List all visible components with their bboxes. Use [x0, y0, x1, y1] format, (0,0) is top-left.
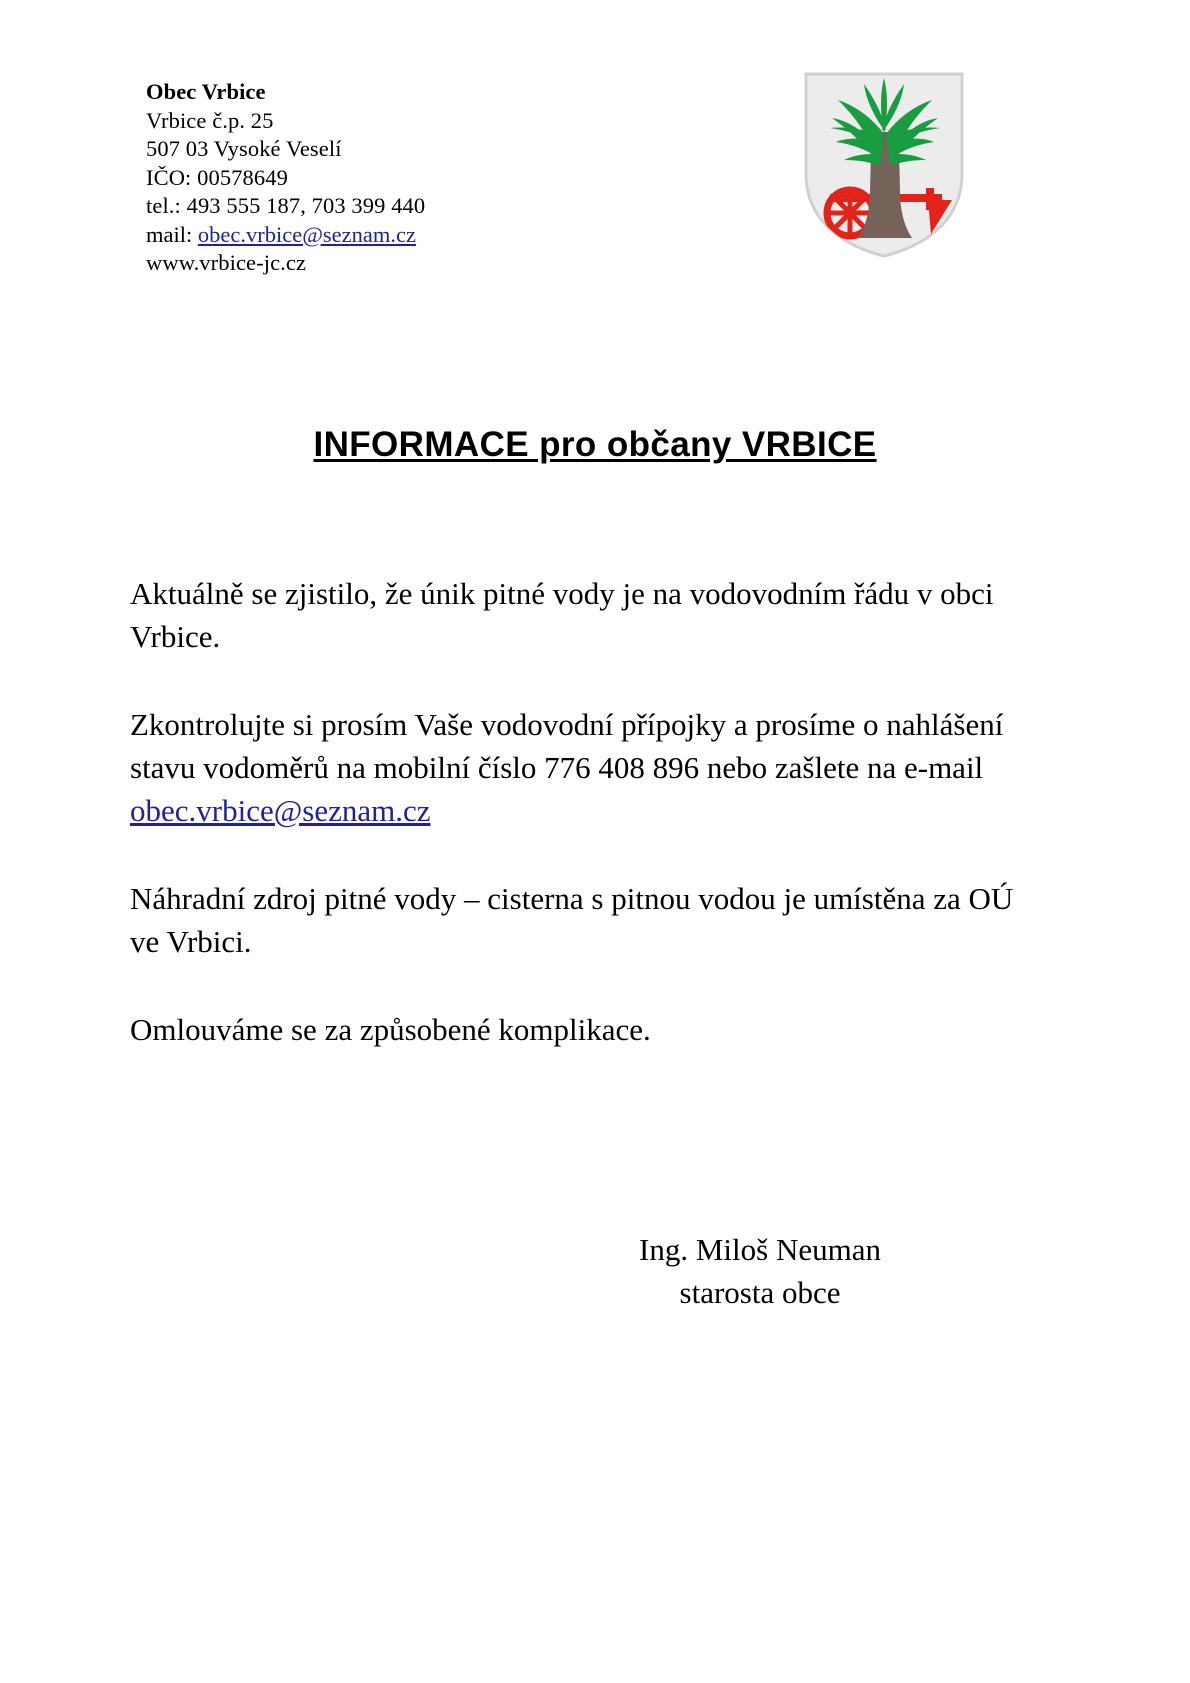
signatory-name: Ing. Miloš Neuman — [639, 1232, 881, 1267]
paragraph-check-connections — [130, 703, 1050, 832]
paragraph-check-connections-text: Zkontrolujte si prosím Vaše vodovodní přípojky a prosíme o nahlášení stavu vodoměrů na mobilní číslo 776 408 896 nebo zašlete na e-mail — [130, 707, 1004, 785]
body-email-link[interactable]: obec.vrbice@seznam.cz — [130, 793, 431, 828]
page-title: INFORMACE pro občany VRBICE — [313, 425, 877, 464]
organization-name: Obec Vrbice — [146, 79, 266, 104]
paragraph-water-cistern: Náhradní zdroj pitné vody – cisterna s pitnou vodou je umístěna za OÚ ve Vrbici. — [130, 881, 1014, 959]
email-label: mail: — [146, 221, 198, 247]
address-street: Vrbice č.p. 25 — [146, 107, 274, 133]
email-row — [146, 221, 666, 250]
letterhead-block — [146, 78, 666, 278]
coat-of-arms-icon — [800, 70, 968, 260]
ico-number: IČO: 00578649 — [146, 164, 288, 190]
paragraph-apology: Omlouváme se za způsobené komplikace. — [130, 1012, 651, 1047]
address-city: 507 03 Vysoké Veselí — [146, 136, 342, 161]
document-body — [130, 572, 1050, 1051]
telephone-numbers: tel.: 493 555 187, 703 399 440 — [146, 193, 426, 218]
website-address: www.vrbice-jc.cz — [146, 250, 307, 275]
paragraph-leak-notice: Aktuálně se zjistilo, že únik pitné vody je na vodovodním řádu v obci Vrbice. — [130, 576, 994, 654]
email-link[interactable]: obec.vrbice@seznam.cz — [197, 221, 416, 247]
signatory-role: starosta obce — [679, 1275, 841, 1310]
signature-block — [560, 1228, 960, 1314]
